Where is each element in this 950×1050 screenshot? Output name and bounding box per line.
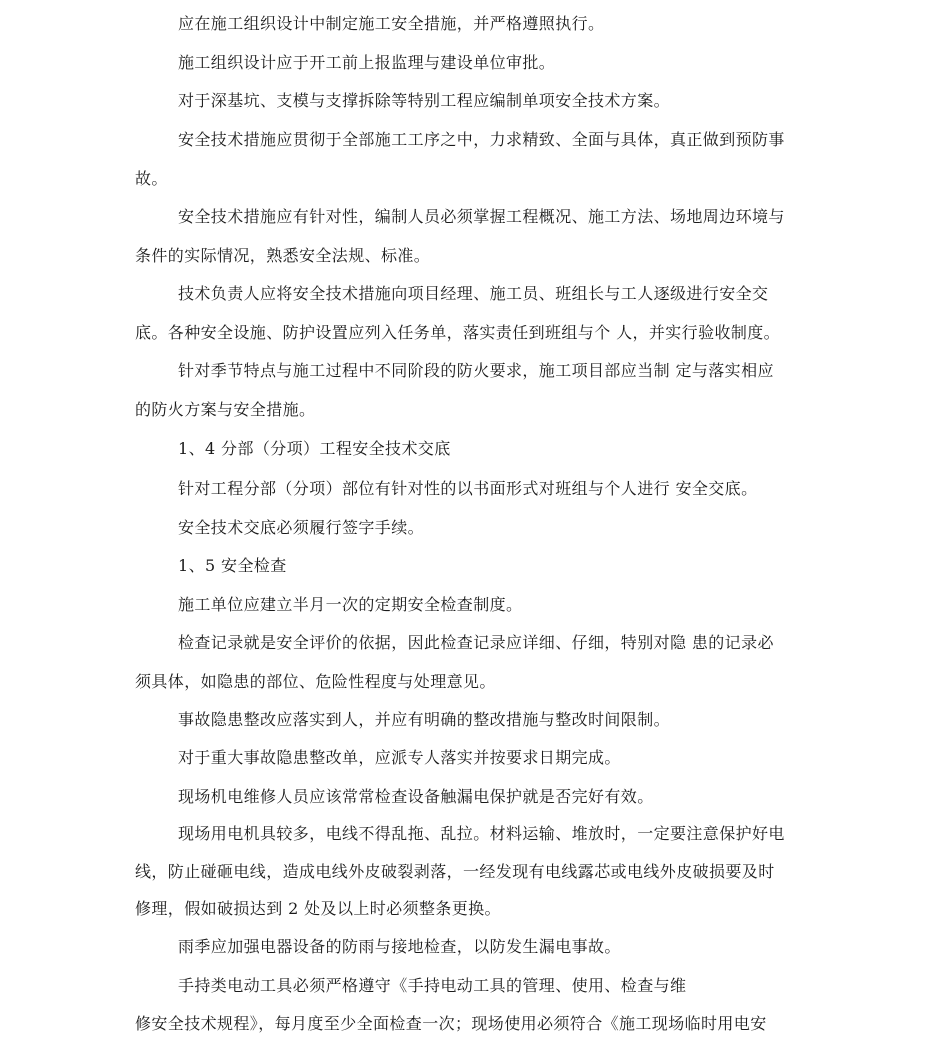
text-line: 手持类电动工具必须严格遵守《手持电动工具的管理、使用、检查与维 — [178, 976, 687, 995]
text-line: 线，防止碰砸电线，造成电线外皮破裂剥落，一经发现有电线露芯或电线外皮破损要及时 — [135, 862, 775, 881]
text-line: 修理，假如破损达到 2 处及以上时必须整条更换。 — [135, 899, 501, 918]
text-line: 故。 — [135, 169, 168, 188]
section-heading: 1、4 分部（分项）工程安全技术交底 — [178, 439, 451, 458]
text-line: 针对工程分部（分项）部位有针对性的以书面形式对班组与个人进行 安全交底。 — [178, 479, 758, 498]
text-line: 修安全技术规程》，每月度至少全面检查一次；现场使用必须符合《施工现场临时用电安 — [135, 1014, 767, 1033]
text-line: 须具体，如隐患的部位、危险性程度与处理意见。 — [135, 672, 496, 691]
text-line: 检查记录就是安全评价的依据，因此检查记录应详细、仔细，特别对隐 患的记录必 — [178, 633, 774, 652]
text-line: 对于重大事故隐患整改单，应派专人落实并按要求日期完成。 — [178, 748, 621, 767]
text-line: 事故隐患整改应落实到人，并应有明确的整改措施与整改时间限制。 — [178, 710, 671, 729]
text-line: 雨季应加强电器设备的防雨与接地检查，以防发生漏电事故。 — [178, 937, 621, 956]
text-line: 底。各种安全设施、防护设置应列入任务单，落实责任到班组与个 人，并实行验收制度。 — [135, 323, 781, 342]
text-line: 施工组织设计应于开工前上报监理与建设单位审批。 — [178, 53, 556, 72]
text-line: 条件的实际情况，熟悉安全法规、标准。 — [135, 246, 431, 265]
text-line: 施工单位应建立半月一次的定期安全检查制度。 — [178, 595, 523, 614]
text-line: 现场机电维修人员应该常常检查设备触漏电保护就是否完好有效。 — [178, 787, 654, 806]
text-line: 的防火方案与安全措施。 — [135, 400, 316, 419]
text-line: 针对季节特点与施工过程中不同阶段的防火要求，施工项目部应当制 定与落实相应 — [178, 361, 774, 380]
text-line: 现场用电机具较多，电线不得乱拖、乱拉。材料运输、堆放时，一定要注意保护好电 — [178, 824, 785, 843]
text-line: 安全技术措施应贯彻于全部施工工序之中，力求精致、全面与具体，真正做到预防事 — [178, 130, 785, 149]
text-line: 对于深基坑、支模与支撑拆除等特别工程应编制单项安全技术方案。 — [178, 91, 671, 110]
text-line: 应在施工组织设计中制定施工安全措施，并严格遵照执行。 — [178, 14, 605, 33]
text-line: 安全技术措施应有针对性，编制人员必须掌握工程概况、施工方法、场地周边环境与 — [178, 207, 785, 226]
section-heading: 1、5 安全检查 — [178, 556, 287, 575]
text-line: 技术负责人应将安全技术措施向项目经理、施工员、班组长与工人逐级进行安全交 — [178, 284, 769, 303]
text-line: 安全技术交底必须履行签字手续。 — [178, 518, 425, 537]
